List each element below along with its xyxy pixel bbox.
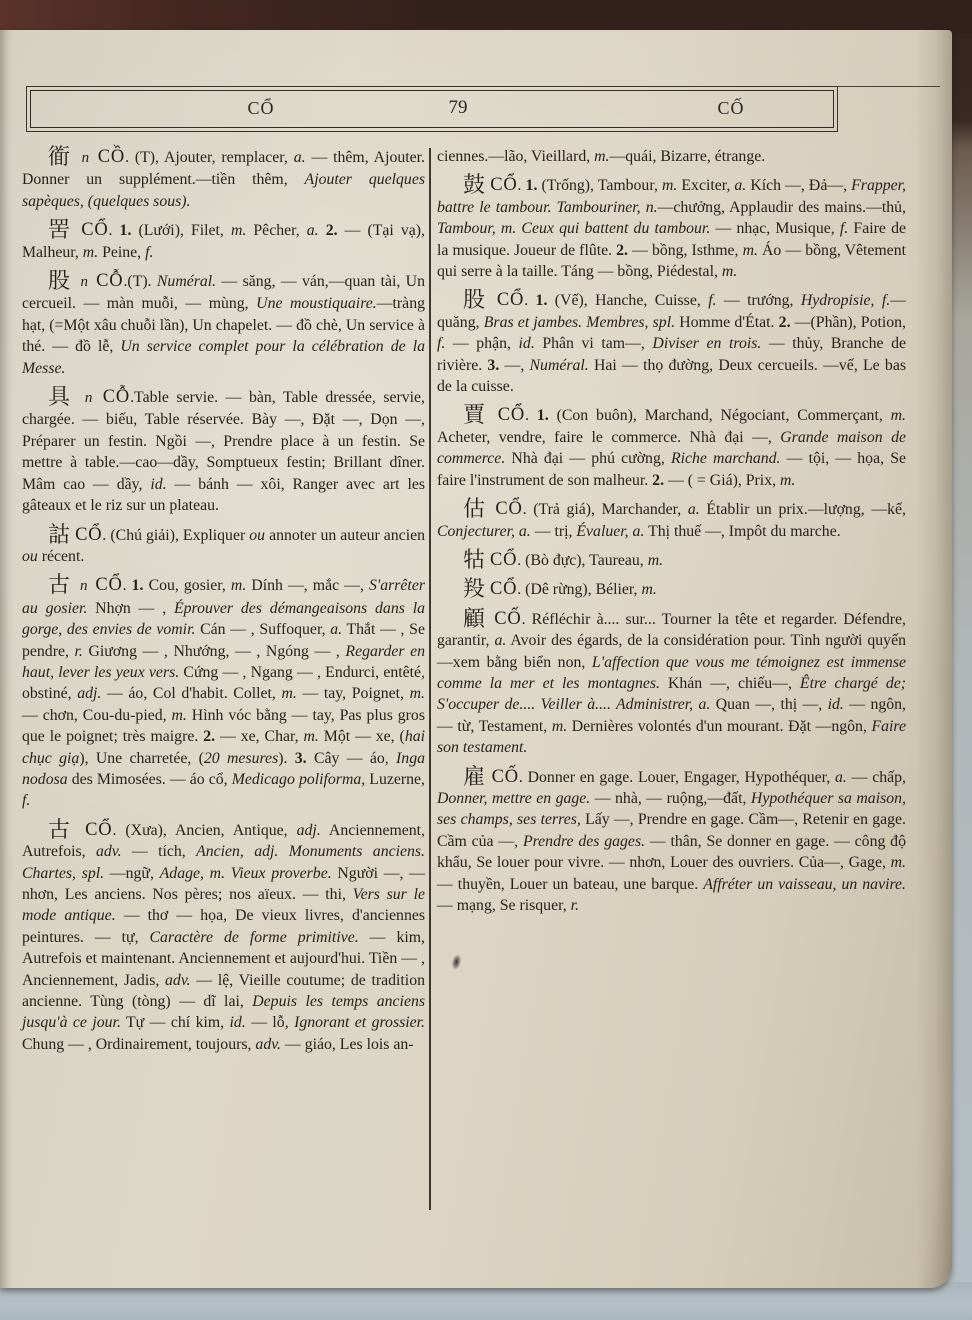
entry-headword: CỔ [489,579,518,600]
entry-text: Conjecturer, a. [437,522,531,540]
entry-text: r. [570,897,579,914]
entry-hanzi: 罟 [48,217,75,243]
entry-text: a. [734,177,747,195]
entry-text: id. [229,1014,246,1032]
entry-text [319,222,326,239]
entry-text: Áo — bồng, Vêtement qui serre à la taille. Táng — bồng, Piédestal, [437,241,906,281]
entry-headword: CỔ [81,220,109,241]
entry-text: — nhạc, Musique, [710,220,840,238]
entry-text: hai chục giạ [22,728,425,767]
column-divider [429,148,431,1210]
entry-text: — trị, [530,522,577,540]
entry-text: ). [278,749,295,767]
entry-text: Hypothéquer sa maison, ses champs, ses terres, [437,789,906,829]
entry-text: 2. [652,471,665,489]
entry-text: Évaluer, a. [576,522,645,540]
column-left [22,146,425,1062]
entry-text: Anciennement, Autrefois, [22,821,425,861]
entry-hanzi: 羖 [463,576,487,602]
entry-text: —quái, Bizarre, étrange. [609,148,766,165]
entry-headword: CỔ [490,175,518,196]
entry-text: 2. [325,222,338,240]
entry-text: (Lưới), Filet, [131,222,231,240]
entry-text: Un service complet pour la célébration de la Messe. [22,338,425,377]
entry-text: Cứng — , Ngang — , Endurci, entêté, obstiné, [22,663,425,703]
entry-text: f. [22,792,31,810]
entry-text: Numéral. [156,273,217,291]
entry-text: — chấp, [846,768,906,786]
entry-text: Ajouter quelques sapèques, (quelques sous). [22,171,425,210]
entry-text: Thị thuế —, Impôt du marche. [644,522,841,540]
entry-text: 3. [294,749,307,767]
entry-text: Frapper, battre le tambour. Tambouriner, n. [437,177,906,216]
entry-text: Một — xe, ( [318,728,405,746]
entry-text: — lệ, Vieille coutume; de tradition ancienne. Tùng (tòng) — dĩ lai, [22,971,425,1011]
entry-text: a. [330,621,343,639]
entry-text: Thắt — , Se pendre, [22,621,425,660]
entry-text: — tích, [121,843,197,861]
entry-text: — tội, — họa, Se faire l'instrument de son malheur. [437,450,906,489]
entry-text: Faire de la musique. Joueur de flûte. [437,220,906,259]
entry-text: Établir un prix.—lượng, —kế, [699,501,906,519]
entry-headword: CỔ [497,405,526,426]
entry-hanzi: 股 [48,268,73,294]
entry-text: Vers sur le mode antique. [22,886,425,925]
entry-text: adj. [296,821,321,839]
entry-text: Caractère de forme primitive. [149,928,359,946]
entry-text: .(T). [123,273,157,291]
entry-text: a. [687,501,700,519]
entry-text: ), Une charretée, ( [79,749,204,767]
entry-hanzi: 股 [463,287,490,313]
entry-text: Exciter, [677,177,735,195]
running-header [30,90,834,128]
dictionary-entry [22,574,425,811]
dictionary-entry [22,219,425,263]
entry-text: —chưởng, Applaudir des mains.—thủ, [657,198,906,216]
page-number: 79 [448,97,468,118]
entry-text: Adage, m. Vieux proverbe. [159,864,332,882]
entry-text: L'affection que vous me témoignez est immense comme la mer et les montagnes. [437,653,906,692]
entry-headword: CỔ [495,499,523,520]
entry-text: Éprouver des démangeaisons dans la gorge, des envies de vomir. [22,599,425,639]
entry-text: — xe, Char, [215,728,304,746]
entry-text: — thủy, Branche de rivière. [437,335,906,374]
entry-text: 1. [536,407,549,425]
entry-text: Être chargé de; S'occuper de.... Veiller à.... Administrer, a. [437,674,906,714]
dictionary-entry [437,763,906,917]
entry-text: — (Tại vạ), Malheur, [22,222,426,261]
entry-text: 2. [203,728,216,746]
dictionary-entry [22,521,425,568]
entry-text: ciennes.—lão, Vieillard, [437,148,595,165]
entry-headword: CỖ [96,271,124,292]
entry-text: Depuis les temps anciens jusqu'à ce jour. [22,993,425,1032]
dictionary-entry [437,546,906,572]
entry-text: Quan —, thị —, [710,696,828,714]
entry-text: Chung — , Ordinairement, toujours, [22,1035,256,1053]
entry-headword: CỔ [95,575,123,596]
entry-text: Medicago poliforma, [231,770,366,788]
entry-text: Hydropisie, f. [800,292,891,310]
entry-text: m. [82,243,99,261]
entry-text: Ignorant et grossier. [294,1014,425,1032]
entry-headword: CỐ [491,766,519,787]
entry-text: . (Xưa), Ancien, Antique, [112,821,297,839]
entry-text: — lỗ, [245,1014,295,1032]
entry-hanzi: 牯 [463,546,487,572]
entry-text: Bras et jambes. Membres, spl. [483,313,676,331]
entry-text: id. [518,335,535,353]
entry-text: . (Chú giải), Expliquer [102,526,250,544]
entry-headword: CỖ [102,387,131,408]
entry-text: récent. [37,547,85,565]
entry-text: 1. [535,292,548,310]
dictionary-entry [22,386,425,516]
header-left-word: CỔ [247,98,275,118]
entry-text: — thân, Se donner en gage. — công độ khẩu, Se louer pour vivre. — nhơn, Louer des ouvriers. Của—, Gage, [437,832,906,872]
nom-marker: n [75,578,93,595]
entry-text: id. [827,696,844,714]
entry-text: r. [74,642,83,660]
entry-text: Dính —, mắc —, [246,577,369,595]
entry-text: m. [303,728,319,746]
entry-text: . (T), Ajouter, remplacer, [125,149,294,166]
entry-headword: CỔ [75,524,103,545]
entry-text: — thuyền, Louer un bateau, une barque. [437,875,704,893]
entry-hanzi: 顧 [463,605,489,631]
entry-text: ou [22,547,38,565]
entry-hanzi: 古 [48,572,73,598]
entry-text: Dernières volontés d'un mourant. Đặt —ngôn, [567,717,872,735]
entry-text: m. [230,222,247,240]
entry-text: annoter un auteur ancien [265,526,425,544]
entry-text: adj. [77,685,102,703]
entry-text: 2. [616,241,629,259]
entry-text: m. [742,241,758,259]
entry-text: — mạng, Se risquer, [437,897,571,914]
entry-text: — nhà, — ruộng,—đất, [590,789,751,807]
entry-hanzi: 賈 [463,402,490,428]
entry-text: . [122,577,132,595]
entry-text: ou [249,526,266,544]
entry-text: — ngôn, — từ, Testament, [437,696,906,735]
entry-text: 1. [131,577,144,595]
entry-text: —quăng, [437,292,906,331]
entry-text: . Réfléchir à.... sur... Tourner la tête et regarder. Défendre, garantir, [437,610,906,650]
entry-text: (Con buôn), Marchand, Négociant, Commerçant, [548,407,891,425]
ink-smudge [450,953,463,971]
entry-text: m. [780,471,796,489]
entry-text: . (Bò đực), Taureau, [517,551,648,569]
entry-text: f. [145,243,154,261]
dictionary-entry [437,578,906,600]
entry-text: m. [890,407,906,425]
entry-text: m. [551,717,568,735]
entry-text: m. [230,577,247,595]
entry-text: f. [708,292,717,310]
entry-text: Numéral. [529,356,589,374]
entry-text: adv. [95,843,122,861]
dictionary-entry [22,146,425,212]
entry-text: f. [839,220,849,238]
entry-text: m. [409,685,425,703]
dictionary-entry [437,605,906,759]
entry-text: Diviser en trois. [652,335,762,353]
dictionary-entry [437,174,906,282]
entry-text: Luzerne, [365,770,425,788]
entry-text: Lấy —, Prendre en gage. Cầm—, Retenir en gage. Cầm của —, [437,811,906,850]
entry-text: Prendre des gages. [522,832,646,850]
entry-text: adv. [255,1035,282,1053]
entry-text: m. [661,177,678,195]
entry-text: — áo, Col d'habit. Collet, [101,685,282,703]
entry-text: Acheter, vendre, faire le commerce. Nhà đại —, [437,428,781,446]
entry-text: Pêcher, [246,222,307,240]
entry-text: id. [150,475,167,493]
entry-text: m. [641,581,657,599]
entry-text: Giương — , Nhướng, — , Ngóng — , [82,642,346,660]
entry-text: 1. [119,222,132,240]
entry-hanzi: 估 [463,496,489,522]
entry-text: Cán — , Suffoquer, [195,621,331,639]
entry-text: Hình vóc bằng — tay, Pas plus gros que le poignet; très maigre. [22,706,425,746]
entry-text: Une moustiquaire. [256,295,377,313]
entry-text: Khán —, chiếu—, [659,674,800,692]
nom-marker: n [75,274,94,291]
entry-text: Grande maison de commerce. [437,428,906,468]
entry-text: . [524,292,536,310]
entry-text: — thêm, Ajouter. Donner un supplément.—tiền thêm, [22,149,425,189]
entry-hanzi: 鼓 [463,172,487,198]
entry-headword: CỐ [494,608,522,629]
entry-text: — ( = Giá), Prix, [664,471,780,489]
entry-text: 3. [487,356,500,374]
entry-text: (Trống), Tambour, [537,177,662,195]
entry-text: Nhà đại — phú cường, [505,450,671,468]
dictionary-entry [437,404,906,491]
entry-text: . (Dê rừng), Bélier, [517,581,642,599]
entry-text: adv. [165,971,191,989]
entry-text: . [517,177,526,195]
entry-text: 1. [525,177,538,195]
nom-marker: n [77,390,100,407]
entry-text: . [108,222,120,240]
entry-text: Regarder en haut, lever les yeux vers. [22,642,425,681]
entry-hanzi: 詁 [48,521,72,547]
entry-text: — kim, Autrefois et maintenant. Anciennement et aujourd'hui. Tiền — , Anciennement, Jadis, [22,928,425,989]
entry-text: Homme d'État. [675,313,779,331]
entry-text: Kích —, Đả—, [746,177,852,195]
entry-text: .Table servie. — bàn, Table dressée, servie, chargée. — biếu, Table réservée. Bày —, Đặt —, Dọn —, Préparer un festin. Ngồi —, Prendre place à un festin. Se mettre à table.—cao—dầy, Somptueux festin; Brillant dîner. Mâm cao — dầy, [22,389,425,493]
entry-text: Ancien, adj. Monuments anciens. Chartes, spl. [22,843,425,882]
dictionary-entry [437,289,906,397]
entry-headword: CỒ [97,147,126,167]
entry-text: —tràng hạt, (=Một xâu chuỗi lần), Un chapelet. — đồ chè, Un service à thé. — đồ lễ, [22,295,425,356]
entry-text: . [525,407,537,425]
continuation-text [437,146,906,167]
entry-hanzi: 衜 [48,144,73,169]
entry-text: Hai — thọ đường, Deux cercueils. —vế, Le bas de la cuisse. [437,356,906,396]
entry-text: Donner, mettre en gage. [437,789,591,807]
entry-text: m. [594,148,610,165]
entry-text: — săng, — ván,—quan tài, Un cercueil. — màn muỗi, — mùng, [22,273,425,313]
entry-text: — thơ — họa, De vieux livres, d'anciennes peintures. — tự, [22,907,426,946]
entry-text: 20 mesures [203,749,279,767]
entry-text: Tự — chí kim, [120,1014,230,1032]
header-right-word: CỐ [717,98,745,118]
dictionary-page [0,30,952,1288]
entry-text: Nhợn — , [87,599,174,617]
entry-text: Cou, gosier, [143,577,231,595]
entry-text: —, [499,356,530,374]
entry-text: . Donner en gage. Louer, Engager, Hypothéquer, [518,768,836,786]
entry-text: — trướng, [716,292,801,310]
entry-text: — phận, [445,335,519,353]
entry-text: Phân vi tam—, [534,335,653,353]
entry-text: — chơn, Cou-du-pied, [22,706,172,724]
entry-text: — bồng, Isthme, [628,241,743,259]
entry-hanzi: 雇 [463,763,487,789]
entry-text: 2. [778,313,791,331]
entry-text: m. [890,854,906,872]
entry-hanzi: 古 [48,816,77,842]
entry-headword: CỔ [496,290,525,311]
entry-text: m. [721,263,738,281]
entry-text: a. [306,222,319,240]
entry-text: — tay, Poignet, [296,685,410,703]
entry-text: Riche marchand. [670,450,781,468]
dictionary-entry [437,498,906,542]
entry-text: Affréter un vaisseau, un navire. [703,875,906,893]
entry-hanzi: 具 [48,384,75,410]
entry-text: Cây — áo, [306,749,397,767]
entry-text: — bánh — xôi, Ranger avec art les gâteaux et le riz sur un plateau. [22,475,426,515]
entry-text: Peine, [98,243,146,261]
dictionary-entry [22,270,425,379]
entry-text: m. [647,551,664,569]
entry-text: Inga nodosa [22,749,425,788]
entry-text: — giáo, Les lois an- [281,1035,414,1053]
entry-text: S'arrêter au gosier. [22,577,425,617]
header-rule-extension [836,86,940,87]
entry-text: Faire son testament. [437,717,906,757]
entry-text: Người —, — nhơn, Les anciens. Nos pères; nos aïeux. — thi, [22,864,425,903]
entry-text: m. [281,685,297,703]
entry-text: a. [293,149,306,166]
entry-text: m. [171,706,187,724]
entry-headword: CỔ [85,819,113,840]
entry-text: Avoir des égards, de la considération pour. Tình người quyến —xem bằng biển non, [437,632,906,671]
entry-text: (Vế), Hanche, Cuisse, [547,292,709,310]
entry-text: a. [835,768,847,786]
nom-marker: n [75,150,95,166]
entry-text: a. [494,632,507,650]
entry-text: des Mimosées. — áo cổ, [67,770,232,788]
entry-text: —(Phần), Potion, [790,313,906,331]
entry-text: . (Trả giá), Marchander, [522,501,688,519]
book-edge-top [0,0,972,34]
entry-text: —ngữ, [104,864,160,882]
entry-text: Tambour, m. Ceux qui battent du tambour. [437,220,711,238]
entry-headword: CỔ [489,549,518,570]
dictionary-entry [22,816,426,1055]
column-right [437,146,906,923]
entry-text: f. [437,335,446,353]
